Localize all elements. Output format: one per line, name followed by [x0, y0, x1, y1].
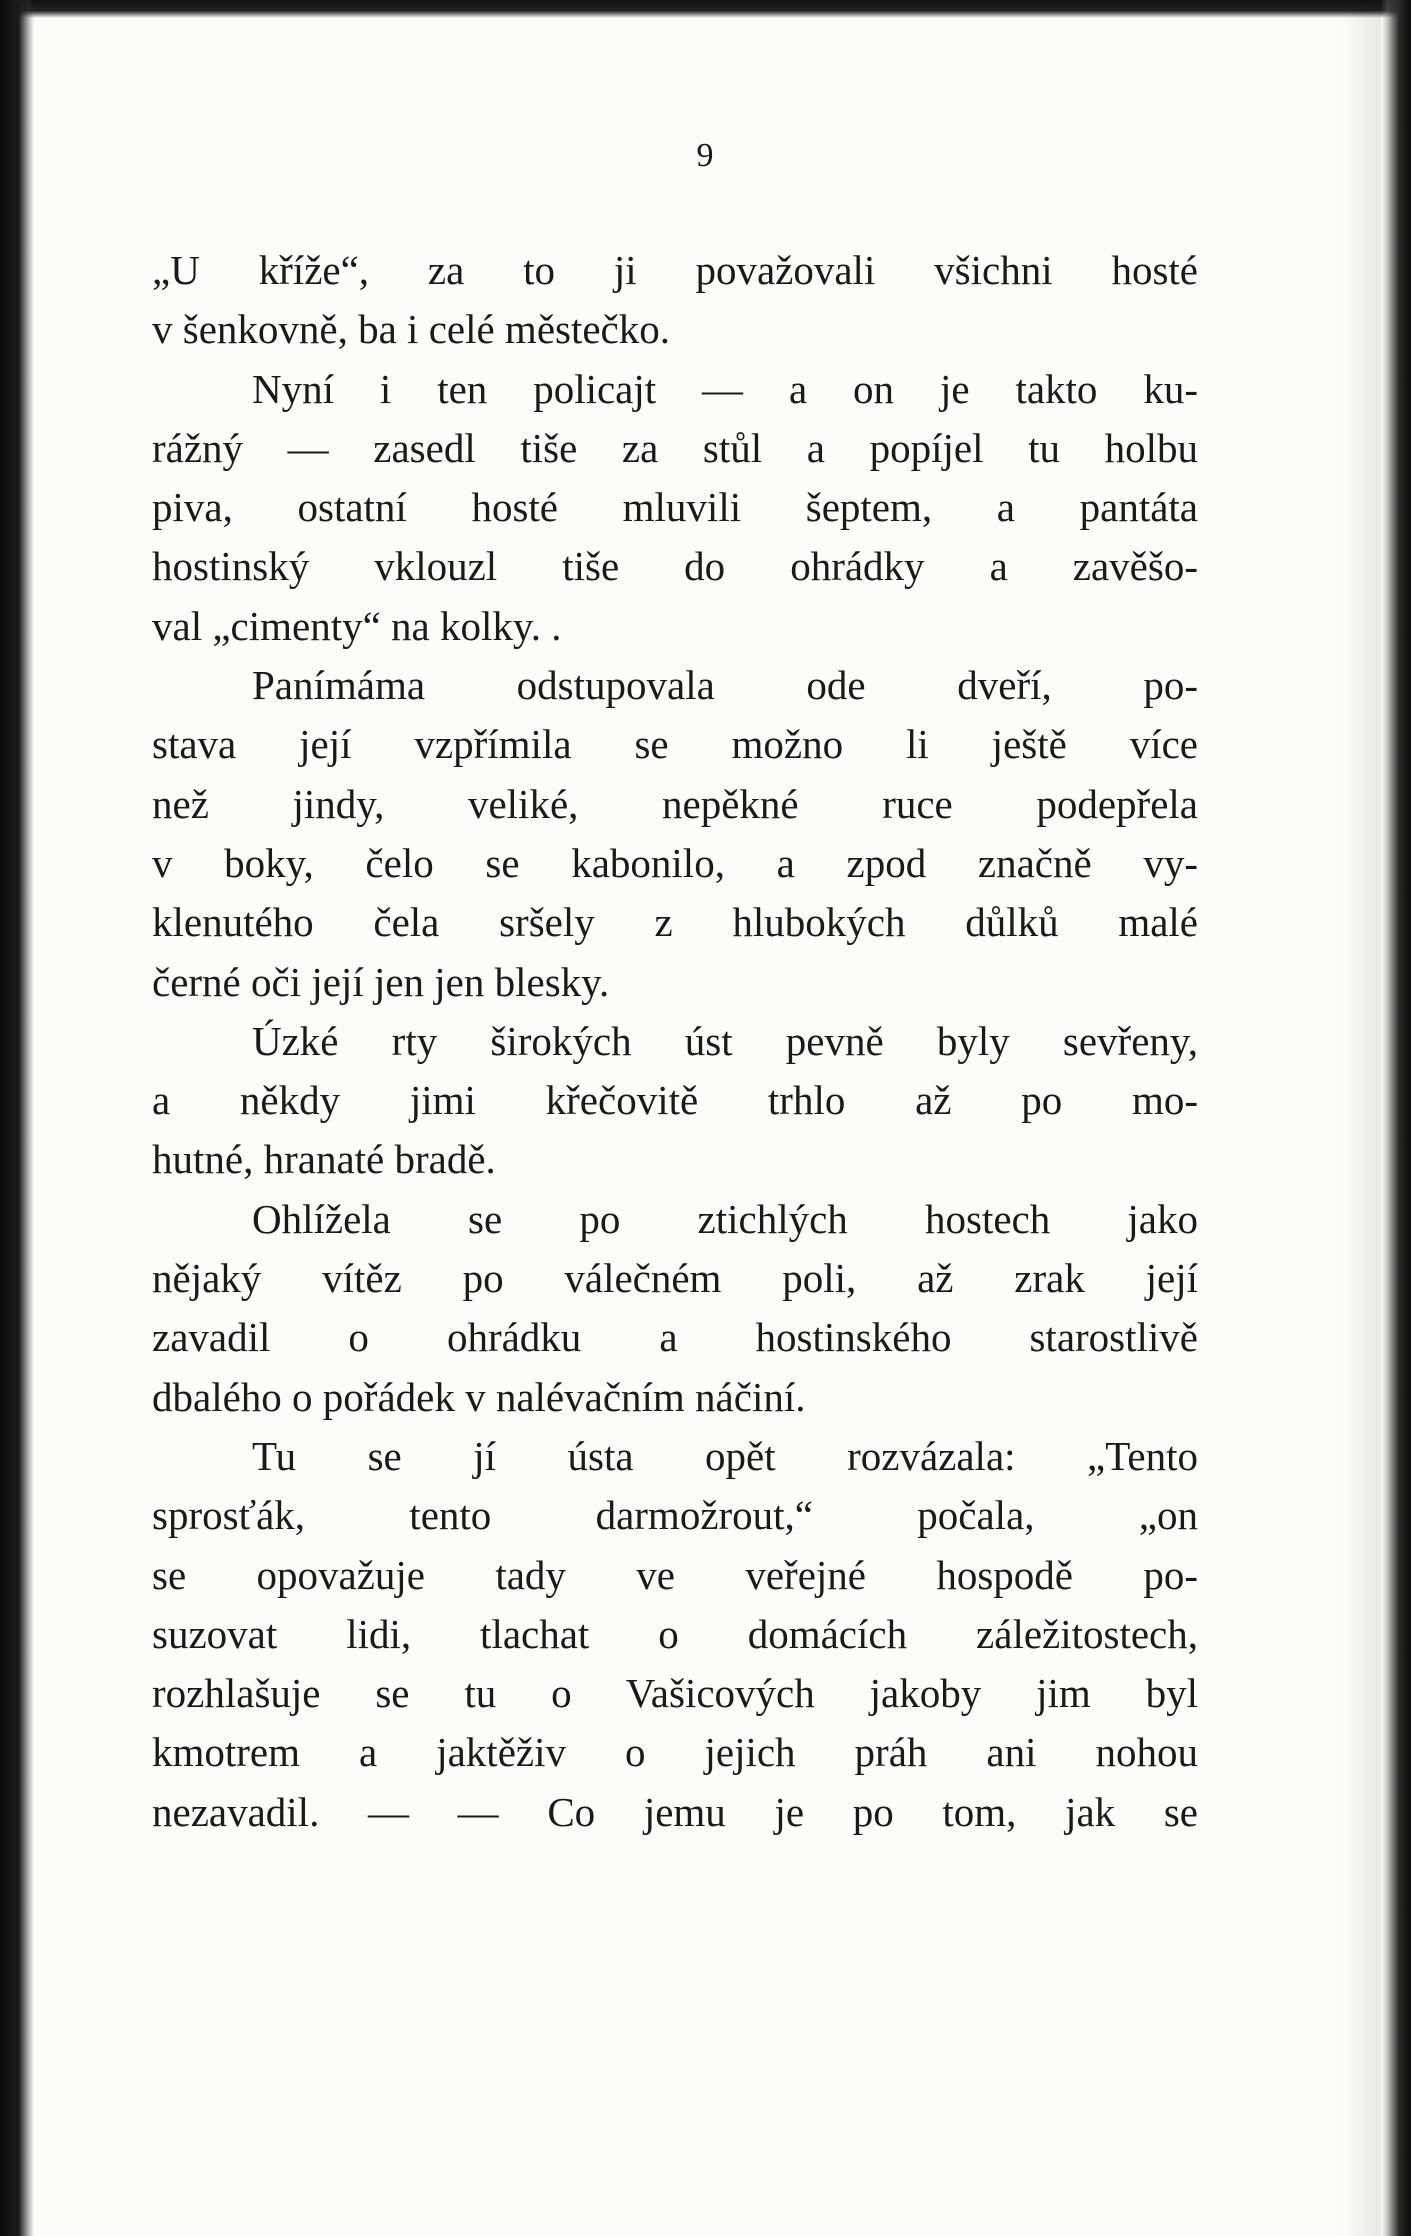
text-line: a někdy jimi křečovitě trhlo až po mo- [152, 1077, 1198, 1124]
page-number: 9 [696, 137, 715, 174]
text-line: černé oči její jen jen blesky. [152, 958, 610, 1005]
text-line: val „cimenty“ na kolky. . [152, 602, 562, 649]
text-line: nezavadil. — — Co jemu je po tom, jak se [152, 1788, 1198, 1835]
text-line: Panímáma odstupovala ode dveří, po- [252, 662, 1198, 709]
text-line: než jindy, veliké, nepěkné ruce podepřela [152, 780, 1198, 827]
text-line: „U kříže“, za to ji považovali všichni hosté [152, 247, 1198, 293]
text-line: v šenkovně, ba i celé městečko. [152, 306, 671, 353]
body-text [152, 241, 1198, 1842]
text-line: sprosťák, tento darmožrout,“ počala, „on [152, 1492, 1198, 1539]
text-line: stava její vzpřímila se možno li ještě více [152, 721, 1198, 768]
text-line: kmotrem a jaktěživ o jejich práh ani nohou [152, 1729, 1198, 1776]
text-line: hutné, hranaté bradě. [152, 1136, 496, 1183]
text-line: dbalého o pořádek v nalévačním náčiní. [152, 1373, 806, 1420]
text-line: hostinský vklouzl tiše do ohrádky a zavěšo- [152, 543, 1198, 590]
text-line: Nyní i ten policajt — a on je takto ku- [252, 365, 1198, 412]
text-line: zavadil o ohrádku a hostinského starostlivě [152, 1314, 1198, 1361]
text-line: nějaký vítěz po válečném poli, až zrak její [152, 1255, 1198, 1302]
text-line: rážný — zasedl tiše za stůl a popíjel tu holbu [152, 424, 1198, 471]
scan-edge-right [1381, 0, 1411, 2236]
text-line: se opovažuje tady ve veřejné hospodě po- [152, 1551, 1198, 1598]
text-line: Tu se jí ústa opět rozvázala: „Tento [252, 1432, 1198, 1479]
page-shadow [1341, 0, 1381, 2236]
text-line: klenutého čela sršely z hlubokých důlků malé [152, 899, 1198, 946]
text-line: suzovat lidi, tlachat o domácích záležitostech, [152, 1610, 1198, 1657]
book-spine-edge [0, 0, 34, 2236]
text-line: v boky, čelo se kabonilo, a zpod značně vy- [152, 839, 1198, 886]
text-line: piva, ostatní hosté mluvili šeptem, a pantáta [152, 484, 1198, 531]
scan-edge-top [0, 0, 1411, 18]
text-line: rozhlašuje se tu o Vašicových jakoby jim byl [152, 1670, 1198, 1717]
text-line: Úzké rty širokých úst pevně byly sevřeny, [252, 1017, 1198, 1064]
text-line: Ohlížela se po ztichlých hostech jako [252, 1195, 1198, 1242]
